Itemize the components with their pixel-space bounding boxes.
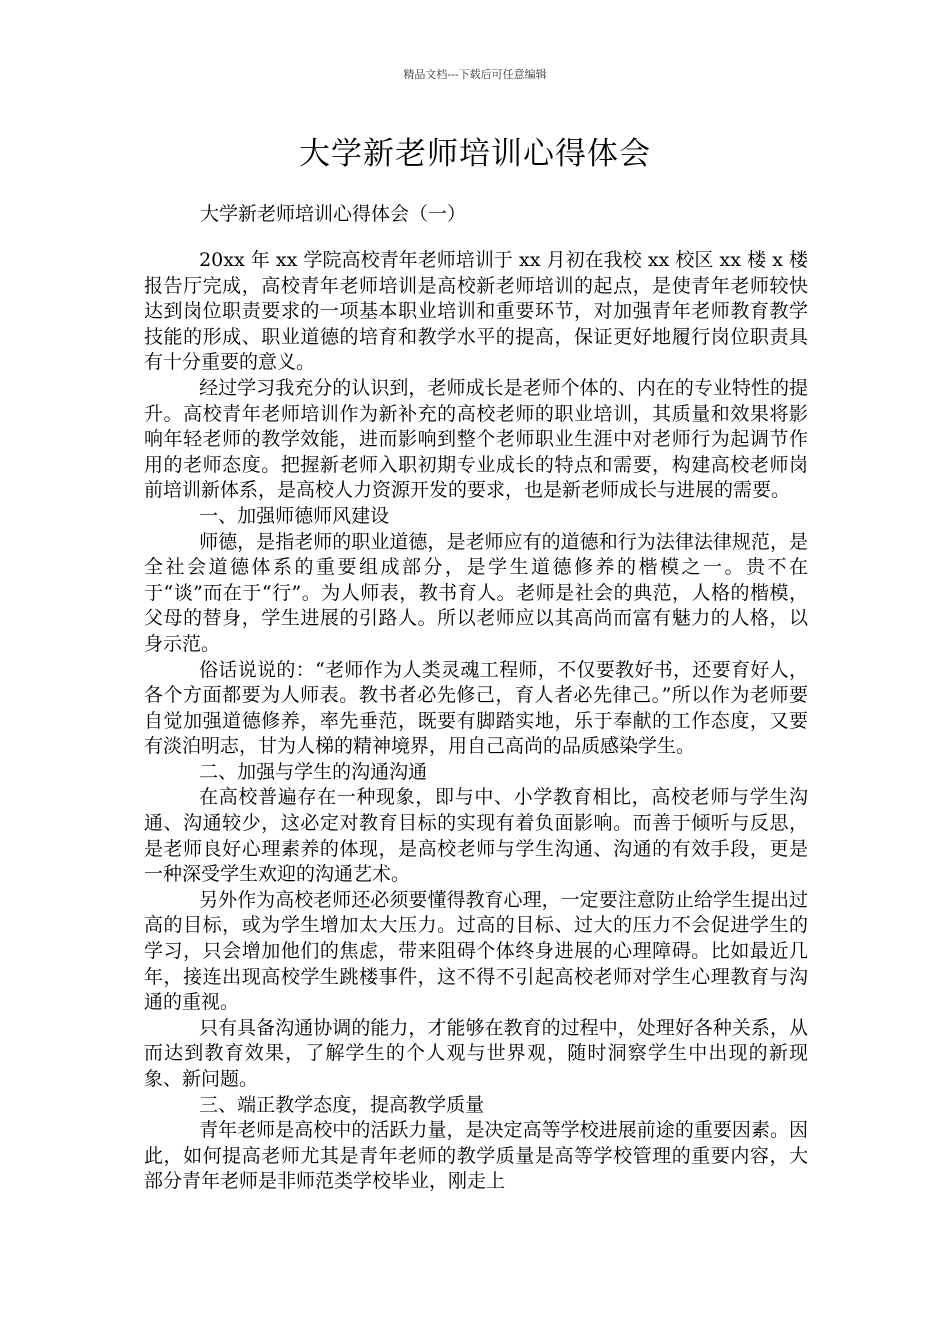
section-heading: 二、加强与学生的沟通沟通 <box>199 760 428 783</box>
paragraph: 20xx 年 xx 学院高校青年老师培训于 xx 月初在我校 xx 校区 xx 楼 x 楼报告厅完成，高校青年老师培训是高校新老师培训的起点，是使青年老师较快达到岗位职责要求的一项基本职业培训和重要环节，对加强青年老师教育教学技能的形成、职业道德的培育和教学水平的提高，保证更好地履行岗位职责具有十分重要的意义。 <box>144 249 808 374</box>
section-heading: 三、端正教学态度，提高教学质量 <box>199 1093 485 1116</box>
paragraph: 青年老师是高校中的活跃力量，是决定高等学校进展前途的重要因素。因此，如何提高老师尤其是青年老师的教学质量是高等学校管理的重要内容，大部分青年老师是非师范类学校毕业，刚走上 <box>144 1119 808 1193</box>
paragraph: 经过学习我充分的认识到，老师成长是老师个体的、内在的专业特性的提升。高校青年老师培训作为新补充的高校老师的职业培训，其质量和效果将影响年轻老师的教学效能，进而影响到整个老师职业生涯中对老师行为起调节作用的老师态度。把握新老师入职初期专业成长的特点和需要，构建高校老师岗前培训新体系，是高校人力资源开发的要求，也是新老师成长与进展的需要。 <box>144 376 808 502</box>
paragraph: 师德，是指老师的职业道德，是老师应有的道德和行为法律法律规范，是全社会道德体系的重要组成部分，是学生道德修养的楷模之一。贵不在于“谈”而在于“行”。为人师表，教书育人。老师是社会的典范，人格的楷模，父母的替身，学生进展的引路人。所以老师应以其高尚而富有魅力的人格，以身示范。 <box>144 530 808 655</box>
document-subtitle: 大学新老师培训心得体会（一） <box>200 203 467 225</box>
paragraph: 另外作为高校老师还必须要懂得教育心理，一定要注意防止给学生提出过高的目标，或为学生增加太大压力。过高的目标、过大的压力不会促进学生的学习，只会增加他们的焦虑，带来阻碍个体终身进展的心理障碍。比如最近几年，接连出现高校学生跳楼事件，这不得不引起高校老师对学生心理教育与沟通的重视。 <box>144 888 808 1014</box>
paragraph: 在高校普遍存在一种现象，即与中、小学教育相比，高校老师与学生沟通、沟通较少，这必定对教育目标的实现有着负面影响。而善于倾听与反思，是老师良好心理素养的体现，是高校老师与学生沟通、沟通的有效手段，更是一种深受学生欢迎的沟通艺术。 <box>144 786 808 886</box>
header-note: 精品文档---下载后可任意编辑 <box>403 68 547 81</box>
section-heading: 一、加强师德师风建设 <box>199 504 390 527</box>
paragraph: 俗话说说的：“老师作为人类灵魂工程师，不仅要教好书，还要育好人，各个方面都要为人师表。教书者必先修己，育人者必先律己。”所以作为老师要自觉加强道德修养，率先垂范，既要有脚踏实地，乐于奉献的工作态度，又要有淡泊明志，甘为人梯的精神境界，用自己高尚的品质感染学生。 <box>144 658 808 758</box>
paragraph: 只有具备沟通协调的能力，才能够在教育的过程中，处理好各种关系，从而达到教育效果，了解学生的个人观与世界观，随时洞察学生中出现的新现象、新问题。 <box>144 1016 808 1090</box>
document-title: 大学新老师培训心得体会 <box>299 136 651 172</box>
document-body <box>144 248 808 1195</box>
